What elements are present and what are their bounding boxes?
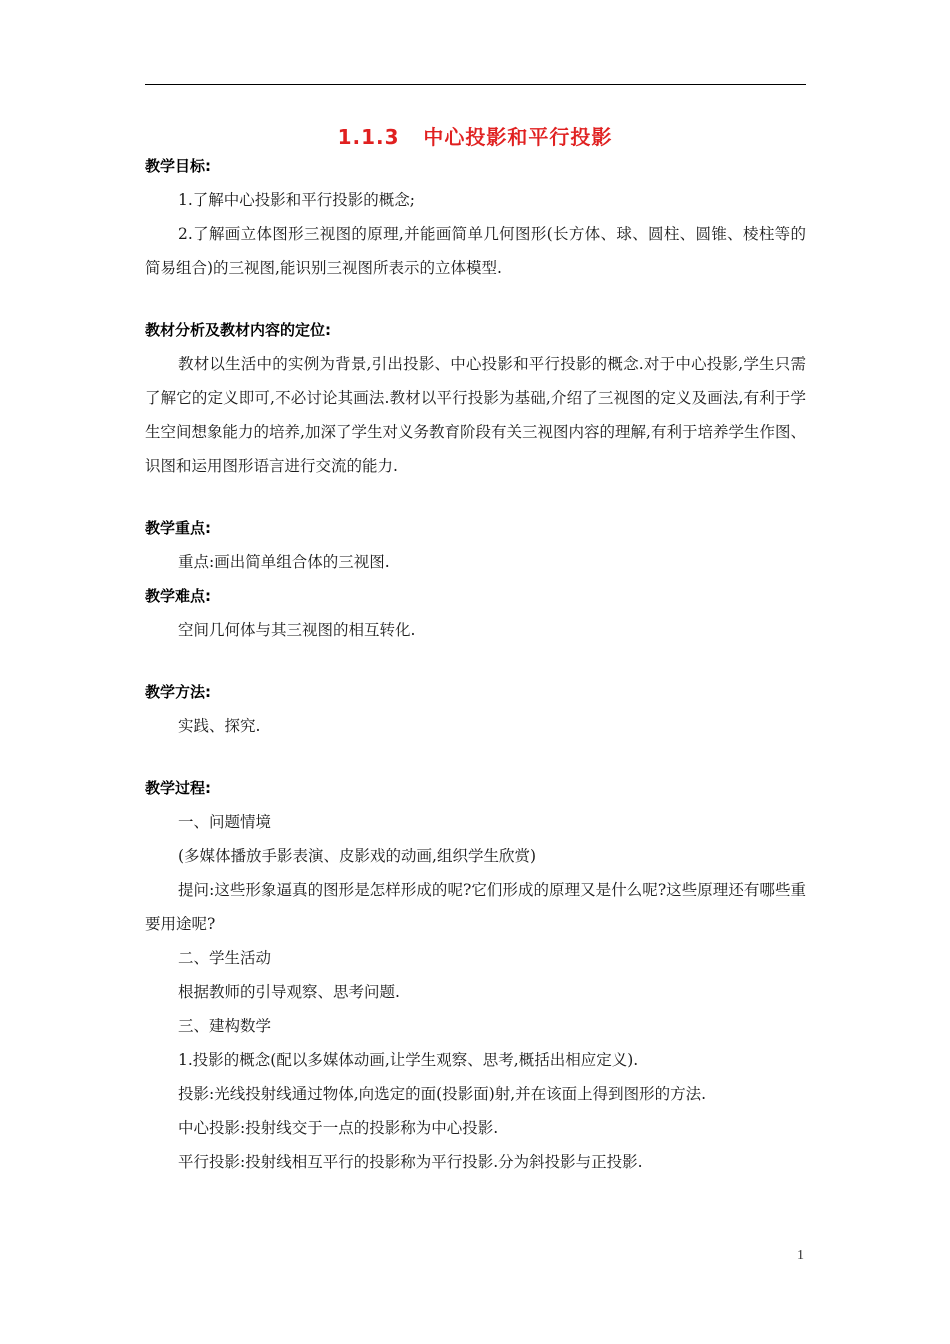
key-point-heading: 教学重点: bbox=[145, 519, 211, 537]
method-text: 实践、探究. bbox=[178, 717, 261, 735]
process-line: 投影:光线投射线通过物体,向选定的面(投影面)射,并在该面上得到图形的方法. bbox=[178, 1085, 707, 1103]
process-line: 平行投影:投射线相互平行的投影称为平行投影.分为斜投影与正投影. bbox=[178, 1153, 643, 1171]
process-line: (多媒体播放手影表演、皮影戏的动画,组织学生欣赏) bbox=[178, 847, 537, 865]
process-line: 提问:这些形象逼真的图形是怎样形成的呢?它们形成的原理又是什么呢?这些原理还有哪些重要用途呢? bbox=[145, 881, 806, 933]
process-line: 二、学生活动 bbox=[178, 949, 272, 967]
analysis-heading: 教材分析及教材内容的定位: bbox=[145, 321, 331, 339]
objective-item-1: 1.了解中心投影和平行投影的概念; bbox=[178, 191, 416, 209]
process-line: 中心投影:投射线交于一点的投影称为中心投影. bbox=[178, 1119, 499, 1137]
difficulty-heading: 教学难点: bbox=[145, 587, 211, 605]
difficulty-text: 空间几何体与其三视图的相互转化. bbox=[178, 621, 416, 639]
document-body bbox=[145, 149, 806, 1179]
process-line: 1.投影的概念(配以多媒体动画,让学生观察、思考,概括出相应定义). bbox=[178, 1051, 639, 1069]
objectives-heading: 教学目标: bbox=[145, 157, 211, 175]
objective-item-2: 2.了解画立体图形三视图的原理,并能画简单几何图形(长方体、球、圆柱、圆锥、棱柱等的简易组合)的三视图,能识别三视图所表示的立体模型. bbox=[145, 225, 806, 277]
process-line: 根据教师的引导观察、思考问题. bbox=[178, 983, 400, 1001]
header-rule bbox=[145, 84, 806, 85]
process-line: 三、建构数学 bbox=[178, 1017, 272, 1035]
page-title: 1.1.3 中心投影和平行投影 bbox=[337, 125, 613, 149]
process-line: 一、问题情境 bbox=[178, 813, 272, 831]
analysis-paragraph: 教材以生活中的实例为背景,引出投影、中心投影和平行投影的概念.对于中心投影,学生只需了解它的定义即可,不必讨论其画法.教材以平行投影为基础,介绍了三视图的定义及画法,有利于学生空间想象能力的培养,加深了学生对义务教育阶段有关三视图内容的理解,有利于培养学生作图、识图和运用图形语言进行交流的能力. bbox=[145, 355, 806, 475]
process-heading: 教学过程: bbox=[145, 779, 211, 797]
method-heading: 教学方法: bbox=[145, 683, 211, 701]
page-number: 1 bbox=[797, 1248, 804, 1263]
key-point-text: 重点:画出简单组合体的三视图. bbox=[178, 553, 390, 571]
